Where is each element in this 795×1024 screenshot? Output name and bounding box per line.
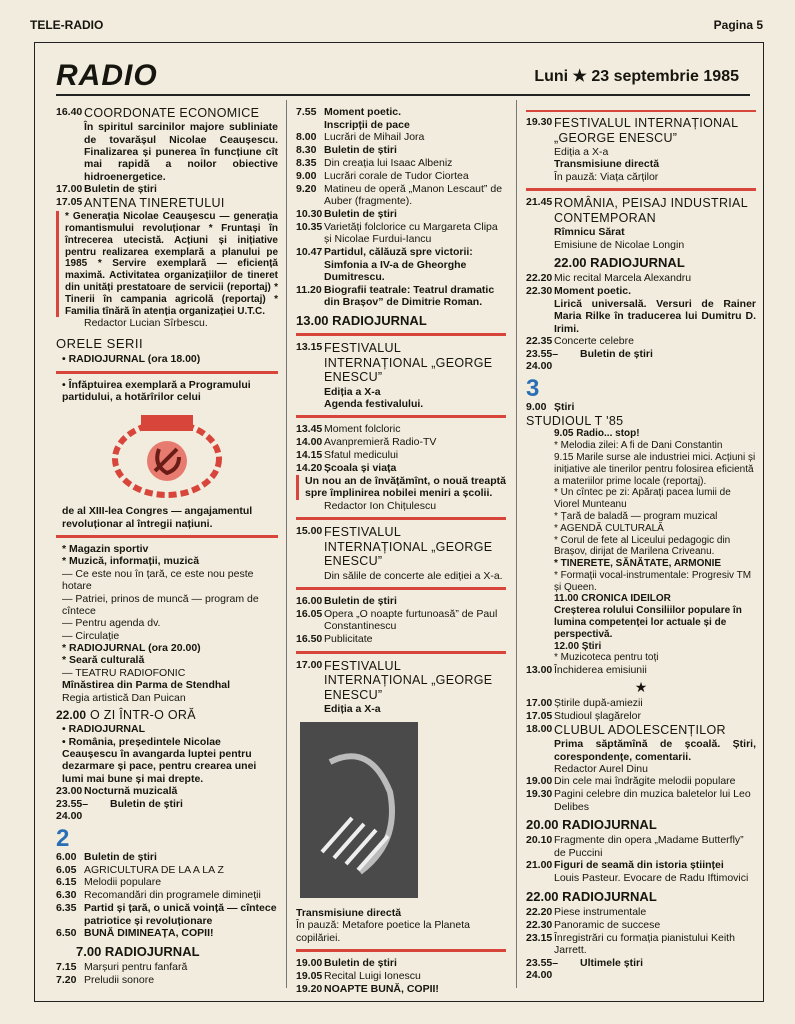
program-item: 22.20 Mic recital Marcela Alexandru [526,272,692,285]
program-item: 10.30 Buletin de știri [296,208,397,220]
program-line: • RADIOJURNAL (ora 18.00) [62,353,201,366]
program-item: 8.00 Lucrări de Mihail Jora [296,131,425,144]
program-item: 23.55–24.00 Ultimele știri [526,957,644,982]
radiojurnal-heading: 20.00 RADIOJURNAL [526,816,657,832]
radiojurnal-heading: 22.00 RADIOJURNAL [554,254,685,270]
program-line: 12.00 Știri [554,640,602,652]
program-item: 6.05 AGRICULTURA DE LA A LA Z [56,863,224,876]
program-item: 7.55 Moment poetic. [296,106,402,118]
program-line: Mînăstirea din Parma de Stendhal [62,679,231,692]
program-line: * Formații vocal-instrumentale: Progresiv TM și Queen. [554,569,752,593]
red-rule [296,415,506,418]
radiojurnal-heading: 13.00 RADIOJURNAL [296,312,427,328]
editor-credit: Redactor Ion Chițulescu [324,499,437,512]
program-line: — Circulație [62,629,120,642]
program-line: — Pentru agenda dv. [62,617,161,630]
red-rule [526,110,756,112]
program-item: 15.00 FESTIVALUL INTERNAȚIONAL „GEORGE ENESCU” [296,524,493,569]
program-line: * TINERETE, SĂNĂTATE, ARMONIE [554,558,722,570]
column-divider [286,100,287,988]
program-line: • România, președintele Nicolae Ceaușescu în avangarda luptei pentru dezarmare și pace, pentru crearea unei lumi mai bune și mai drepte. [62,735,257,785]
program-item: 7.20 Preludii sonore [56,973,155,986]
program-item: 22.35 Concerte celebre [526,335,634,348]
program-item: 23.55–24.00 Buletin de știri [526,347,653,373]
program-description: Louis Pasteur. Evocare de Radu Iftimovici [554,872,749,885]
program-line: * Magazin sportiv [62,543,149,555]
program-description: Inscripții de pace [324,118,410,131]
party-emblem-icon [107,409,227,501]
masthead-title: RADIO [56,59,158,92]
program-line: * Melodia zilei: A fi de Dani Constantin [554,440,723,452]
program-number: 3 [526,374,540,402]
program-description: Din sălile de concerte ale ediției a X-a. [324,569,503,582]
program-line: — Patriei, prinos de muncă — program de cîntece [62,592,259,617]
editor-credit: Redactor Aurel Dinu [554,762,648,775]
column-2 [296,106,506,996]
program-description: În spiritul sarcinilor majore subliniate de tovarășul Nicolae Ceaușescu. Finalizarea și punerea în funcțiune cît mai rapidă a noilor obiective hidroenergetice. [84,121,278,183]
program-item: 10.47 Partidul, călăuză spre victorii: Simfonia a IV-a de Gheorghe Dumitrescu. [296,246,473,283]
program-description: * Generația Nicolae Ceaușescu — generația romantismului revoluționar * Fruntași în întrecerea utecistă. Acțiuni și inițiative pentru realizarea exemplară a planului pe 1985 * Servire exemplară — eficiență maximă. Activitatea organizațiilor de tineret din unități prestatoare de servicii (reportaj) * Tinerii în campania agricolă (reportaj) * Familia tînără în atenția organizației U.T.C. [56,211,278,317]
program-line: — Ce este nou în țară, ce este nou peste hotare [62,567,254,593]
program-item: 16.05 Opera „O noapte furtunoasă” de Paul Constantinescu [296,607,498,633]
program-item: 23.00 Nocturnă muzicală [56,785,178,797]
program-item: 19.20 NOAPTE BUNĂ, COPII! [296,982,439,995]
program-line: În pauză: Metafore poetice la Planeta copilăriei. [296,919,470,944]
program-item: 8.30 Buletin de știri [296,144,397,157]
program-description: În pauză: Viața cărților [554,170,659,183]
column-1 [56,106,278,987]
program-description: Agenda festivalului. [324,397,424,410]
program-description: Ediția a X-a [324,703,381,716]
section-label: TELE-RADIO [30,18,104,32]
column-divider [516,100,517,988]
program-item: 9.20 Matineu de operă „Manon Lescaut” de Auber (fragmente). [296,182,503,208]
program-line: Creșterea rolului Consiliilor populare în lumina competenței lor actuale și de perspectivă. [554,605,742,640]
program-line: Regia artistică Dan Puican [62,691,186,704]
program-line: * RADIOJURNAL (ora 20.00) [62,642,201,654]
program-item: 13.15 FESTIVALUL INTERNAȚIONAL „GEORGE ENESCU” [296,340,493,385]
program-line: * Seară culturală [62,654,145,667]
program-line: * Țară de baladă — program muzical [554,510,718,522]
section-heading: ORELE SERII [56,335,144,351]
masthead-rule [56,94,750,96]
program-item: 17.05 Studioul șlagărelor [526,710,641,723]
program-item: 19.05 Recital Luigi Ionescu [296,970,421,983]
program-line: 9.15 Marile surse ale industriei mici. Acțiuni și inițiative ale tinerilor pentru folosirea eficientă a materiilor prime locale (reportaj). [554,451,756,487]
program-line: * Corul de fete al Liceului pedagogic din Brașov, dirijat de Marilena Criveanu. [554,534,731,558]
radiojurnal-heading: 7.00 RADIOJURNAL [76,943,200,959]
program-item: 23.55–24.00 Buletin de știri [56,797,183,823]
radiojurnal-heading: 22.00 RADIOJURNAL [526,888,657,904]
program-item: 14.00 Avanpremieră Radio-TV [296,436,437,449]
program-line: 9.05 Radio... stop! [554,428,640,440]
red-rule [296,517,506,520]
program-line: • Înfăptuirea exemplară a Programului partidului, a hotărîrilor celui [62,378,251,403]
program-item: 22.00 O ZI ÎNTR-O ORĂ [56,707,196,722]
program-item: 13.45 Moment folcloric [296,423,401,436]
program-item: 11.20 Biografii teatrale: Teatrul dramatic din Brașov” de Dimitrie Roman. [296,283,495,309]
program-item: 16.40 COORDONATE ECONOMICE [56,106,260,120]
red-rule [296,949,506,952]
program-item: 7.15 Marșuri pentru fanfară [56,961,188,974]
program-item: 9.00 Știri [526,400,575,413]
program-description: Rîmnicu Sărat [554,226,625,239]
program-item: 16.00 Buletin de știri [296,595,397,608]
program-item: 13.00 Închiderea emisiunii [526,664,647,677]
program-description: Un nou an de învățămînt, o nouă treaptă spre împlinirea nobilei meniri a școlii. [296,475,506,500]
program-line: * Muzicoteca pentru toți [554,652,659,664]
program-line: * AGENDĂ CULTURALĂ [554,522,664,534]
program-number: 2 [56,824,70,852]
red-rule [296,651,506,654]
editor-credit: Redactor Lucian Sîrbescu. [84,317,208,330]
red-rule [296,333,506,336]
program-item: 17.00 Buletin de știri [56,183,157,196]
program-item: 6.50 BUNĂ DIMINEAȚA, COPII! [56,927,214,940]
program-line: * Muzică, informații, muzică [62,555,200,568]
program-line: Transmisiune directă [296,907,402,920]
program-item: 22.30 Moment poetic. [526,285,632,298]
program-description: Ediția a X-a [554,146,609,158]
program-line: • RADIOJURNAL [62,723,146,736]
section-heading: STUDIOUL T '85 [526,413,624,428]
red-rule [296,587,506,590]
program-item: 6.15 Melodii populare [56,876,162,889]
program-item: 23.15 Înregistrări cu formația pianistului Keith Jarrett. [526,931,735,957]
program-item: 14.15 Sfatul medicului [296,449,399,462]
program-line: * Un cîntec pe zi: Apărați pacea lumii de Viorel Munteanu [554,487,731,511]
program-line: 11.00 CRONICA IDEILOR [554,593,671,605]
program-item: 8.35 Din creația lui Isaac Albeniz [296,157,453,169]
masthead-date: Luni ★ 23 septembrie 1985 [534,68,739,85]
program-description: Lirică universală. Versuri de Rainer Maria Rilke în traducerea lui Dumitru D. Irimi. [554,297,756,335]
program-description: Emisiune de Nicolae Longin [554,238,685,251]
program-item: 20.10 Fragmente din opera „Madame Butterfly” de Puccini [526,834,744,859]
program-item: 19.30 Pagini celebre din muzica baletelor lui Leo Delibes [526,788,751,813]
column-3 [526,106,756,982]
program-item: 21.45 ROMÂNIA, PEISAJ INDUSTRIAL CONTEMPORAN [526,196,748,225]
program-description: Prima săptămînă de școală. Știri, corespondențe, comentarii. [554,738,756,763]
program-item: 17.05 ANTENA TINERETULUI [56,196,225,210]
program-item: 9.00 Lucrări corale de Tudor Ciortea [296,169,469,182]
program-item: 6.00 Buletin de știri [56,850,157,863]
red-rule [56,371,278,374]
violin-photo-icon [300,722,418,898]
red-rule [526,188,756,191]
program-item: 22.20 Piese instrumentale [526,906,647,919]
program-item: 6.30 Recomandări din programele dimineții [56,889,261,902]
program-item: 18.00 CLUBUL ADOLESCENȚILOR [526,722,726,737]
program-description: Transmisiune directă [554,158,660,171]
program-item: 17.00 FESTIVALUL INTERNAȚIONAL „GEORGE ENESCU” [296,658,493,703]
program-item: 10.35 Varietăți folclorice cu Margareta Clipa și Nicolae Furdui-Iancu [296,220,498,246]
program-line: — TEATRU RADIOFONIC [62,666,186,679]
program-item: 19.00 Buletin de știri [296,957,397,970]
program-item: 22.30 Panoramic de succese [526,918,661,931]
program-item: 21.00 Figuri de seamă din istoria științei [526,859,724,872]
program-item: 19.30 FESTIVALUL INTERNAȚIONAL „GEORGE ENESCU” [526,116,738,145]
program-description: Ediția a X-a [324,385,381,398]
star-icon: ★ [634,678,648,695]
program-item: 14.20 Școala și viața [296,461,397,474]
program-item: 6.35 Partid și țară, o unică voință — cîntece patriotice și revoluționare [56,902,277,927]
program-item: 16.50 Publicitate [296,633,373,646]
program-item: 19.00 Din cele mai îndrăgite melodii populare [526,775,736,788]
program-item: 17.00 Știrile după-amiezii [526,697,643,710]
program-line: de al XIII-lea Congres — angajamentul revoluționar al întregii națiuni. [62,505,253,530]
red-rule [56,535,278,538]
page-number: Pagina 5 [713,18,763,32]
